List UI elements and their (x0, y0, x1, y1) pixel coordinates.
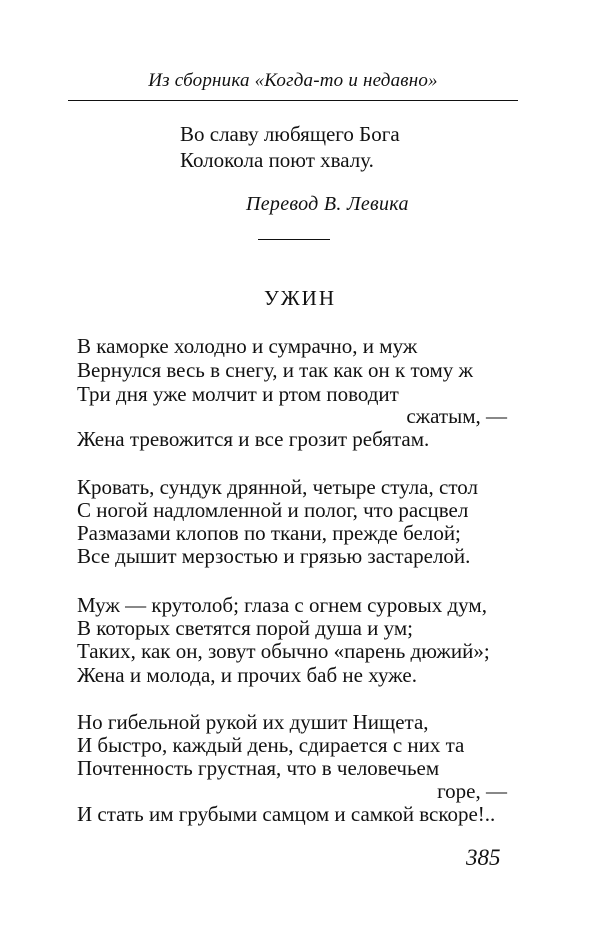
poem-line: Таких, как он, зовут обычно «парень дюжий»; (77, 639, 490, 663)
poem-line: И стать им грубыми самцом и самкой вскоре!.. (77, 802, 496, 826)
header-rule (68, 100, 518, 101)
poem-line-continuation: горе, — (437, 779, 507, 803)
page-number: 385 (466, 845, 501, 870)
poem-line-continuation: сжатым, — (406, 404, 507, 428)
translation-credit: Перевод В. Левика (246, 193, 409, 215)
poem-line: Кровать, сундук дрянной, четыре стула, стол (77, 475, 478, 499)
poem-line: Почтенность грустная, что в человечьем (77, 756, 440, 780)
poem-line: И быстро, каждый день, сдирается с них та (77, 733, 465, 757)
poem-line: В каморке холодно и сумрачно, и муж (77, 334, 418, 358)
poem-line: Жена и молода, и прочих баб не хуже. (77, 663, 417, 687)
poem-title: УЖИН (263, 286, 336, 310)
previous-poem-line: Колокола поют хвалу. (180, 148, 374, 172)
poem-line: Все дышит мерзостью и грязью застарелой. (77, 544, 471, 568)
poem-line: Вернулся весь в снегу, и так как он к тому ж (77, 358, 474, 382)
poem-line: С ногой надломленной и полог, что расцвел (77, 498, 469, 522)
poem-line: Муж — крутолоб; глаза с огнем суровых дум, (77, 593, 487, 617)
poem-line: Но гибельной рукой их душит Нищета, (77, 710, 429, 734)
previous-poem-line: Во славу любящего Бога (180, 122, 400, 146)
poem-line: Жена тревожится и все грозит ребятам. (77, 427, 430, 451)
poem-line: В которых светятся порой душа и ум; (77, 616, 414, 640)
section-divider (258, 239, 330, 240)
poem-line: Три дня уже молчит и ртом поводит (77, 382, 399, 406)
running-head: Из сборника «Когда-то и недавно» (148, 70, 438, 91)
poem-line: Размазами клопов по ткани, прежде белой; (77, 521, 461, 545)
